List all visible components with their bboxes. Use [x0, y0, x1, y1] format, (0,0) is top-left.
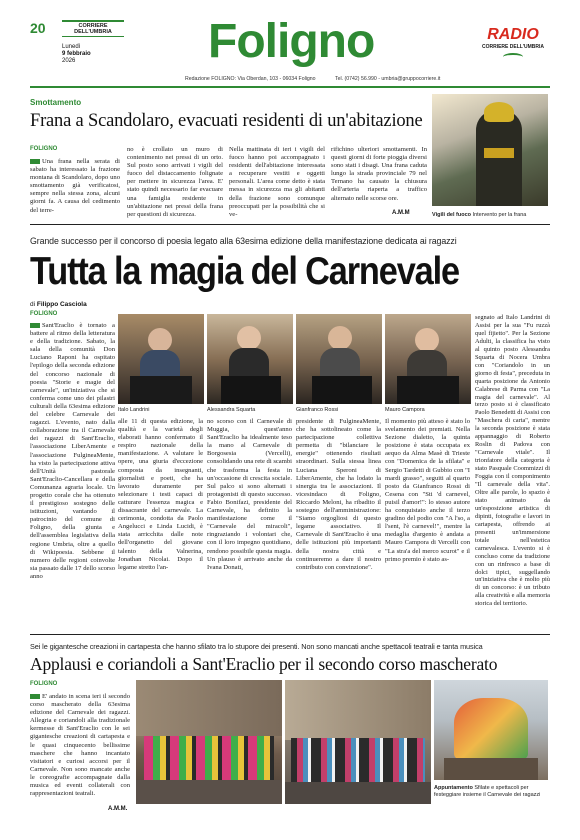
article2-title[interactable]: Tutta la magia del Carnevale	[30, 250, 459, 293]
date-year: 2026	[62, 58, 76, 64]
article3-subtitle: Sei le gigantesche creazioni in cartapesta che hanno sfilato tra lo stupore dei presenti. Non sono mancati anche spettacoli teatrali e tanta musica	[30, 642, 483, 651]
article2-byline: di Filippo Casciola	[30, 301, 87, 308]
article2-photo-2	[207, 314, 293, 404]
article1-col3: Nella mattinata di ieri i vigili del fuoco hanno poi accompagnato i residenti dell'abitazione interessata a recuperare vestiti e oggetti personali. L'area come detto è stata messa in sicurezza ma gli abitanti della frazione sono comunque preoccupati per la possibilità che si ve-	[229, 146, 325, 218]
date-block	[62, 44, 91, 65]
date-main: 9 febbraio	[62, 51, 91, 57]
article3-title[interactable]: Applausi e coriandoli a Sant'Eraclio per il secondo corso mascherato	[30, 654, 498, 674]
article3-photo-caption: Appuntamento Sfilate e spettacoli per festeggiare insieme il Carnevale dei ragazzi	[434, 785, 541, 798]
article2-photo-3	[296, 314, 382, 404]
article3-photo-2	[285, 680, 431, 804]
article1-bottom-rule	[30, 224, 550, 225]
article1-kicker: Smottamento	[30, 98, 82, 107]
article1-col1: Una frana nella serata di sabato ha interessato la frazione montana di Scandolaro, dopo uno smottamento già verificatosi, sempre nella stessa zona, alcuni giorni fa. A causa del cedimento del terre-	[30, 158, 120, 214]
article1-col4: rifichino ulteriori smottamenti. In questi giorni di forte pioggia diversi sono stati i disagi. Una frana caduta lungo la strada provinciale 79 nel Ternano ha causato la chiusura dell'arteria riaperta a traffico alternato nelle scorse ore.	[331, 146, 427, 202]
article1-title[interactable]: Frana a Scandolaro, evacuati residenti di un'abitazione	[30, 111, 423, 131]
article-marker-icon	[30, 159, 40, 164]
float-base	[444, 758, 538, 780]
parade-crowd	[291, 738, 425, 784]
article2-col1: Sant'Eraclio è tornato a battere al ritmo della letteratura e della tradizione. Sabato, la sala della comunità Don Luciano Raponi ha ospitato l'epilogo della seconda edizione del concorso nazionale di poesia "Storie e magie del carnevale", un'iniziativa che si conferma come uno dei pilastri culturali della 63esima edizione del celebre Carnevale dei ragazzi. L'evento, nato dalla collaborazione tra il Carnevale dei ragazzi di Sant'Eraclio, l'associazione LiberAmente e l'associazione FulgineaMente, ha visto la partecipazione attiva dell'Unità pastorale Sant'Eraclio-Cancellara e della Comunanza agraria locale. Un progetto corale che ha ottenuto il prestigioso sostegno delle istituzioni, vantando il patrocinio del comune di Foligno, della giunta e dell'assemblea legislativa della regione Umbria, oltre a quello di Wikipoesia. Sebbene il numero delle regioni coinvolte sia passato dalle 17 dello scorso anno	[30, 322, 115, 580]
lectern	[397, 376, 459, 404]
person-figure	[148, 328, 172, 352]
article2-col6: segnato ad Italo Landrini di Assisi per la sua "Fu ruzzà quel fijietto". Per la Sezione Adulti, la classifica ha visto al quinto posto Alessandra Squarta di Nocera Umbra con "Coriandolo in un giorno di festa", preceduta in quarta posizione da Antonio Calabrese di Parma con "La magia del carnevale". Al terzo posto si è classificato Paolo Benedetti di Assisi con "Maschera di carta", mentre la seconda posizione è stata appannaggio di Roberto Roslin di Padova con "Carnevale vitale". Il trionfatore della categoria è stato Pasquale Coommizzi di Foggia con il componimento "Il carnevale della vita". Oltre alle parole, lo spazio è stato animato da un'esposizione artistica di dipinti, fotografie e lavori in cartapesta, offrendo ai presenti un'immersione totale nell'estetica carnevalesca. L'evento si è concluso come da tradizione con un rinfresco a base di dolci tipici, suggellando un'iniziativa che è molto più di un concorso: è un tributo alla creatività e alla memoria storica del territorio.	[475, 314, 550, 608]
masked-dancers	[144, 736, 274, 782]
street	[136, 780, 282, 804]
radio-logo-bottom: CORRIERE DELL'UMBRIA	[481, 44, 545, 50]
article2-photo-4	[385, 314, 471, 404]
article2-col3: no scorso con il Carnevale di Muggia, quest'anno Sant'Eraclio ha idealmente teso la mano al Carnevale di Borgosesia (Vercelli), consolidando una rete di scambi che trasforma la festa in un'occasione di crescita sociale. Sul palco si sono alternati i protagonisti di questo successo. Fabio Bonifazi, presidente del Carnevale, ha definito la manifestazione come il "Carnevale del miracoli", ringraziando i volontari che, con il loro impegno quotidiano, rendono possibile questa magia. Un plauso è arrivato anche da Ivana Donati,	[207, 418, 292, 571]
radio-wave-icon	[503, 53, 523, 61]
article2-col2: alle 11 di questa edizione, la qualità e la varietà degli elaborati hanno confermato il respiro nazionale della manifestazione. A valutare le opere, una giuria d'eccezione composta da insegnanti, giornalisti e poeti, che ha lavorato duramente per selezionare i testi capaci di catturare l'essenza magica e dissacrante del carnevale. La cerimonia, condotta da Paolo Angelucci e Linda Lucidi, è stata arricchita dalle note dell'organetto del giovane talento della Valnerina, Jonathan Nicolai. Dopo il legame stretto l'an-	[118, 418, 203, 571]
article3-col1: E' andato in scena ieri il secondo corso mascherato della 63esima edizione del Carnevale dei ragazzi. Allegria e coriandoli alla tradizionale kermesse di Sant'Eraclio con le sei gigantesche creazioni di cartapesta e le quasi cinquecento bellissime maschere che hanno incantato visitatori e curiosi accorsi per il Carnevale. Non sono mancate anche le coreografie accompagnate dalla musica ed eventi collaterali con rappresentazioni teatrali.	[30, 693, 130, 798]
article3-tag: FOLIGNO	[30, 681, 58, 687]
papier-mache-float	[454, 698, 528, 760]
page-number: 20	[30, 20, 46, 36]
person-figure	[415, 328, 439, 352]
article-marker-icon	[30, 323, 40, 328]
address-line: Redazione FOLIGNO: Via Oberdan, 103 - 06034 Foligno	[185, 76, 316, 82]
city-title: Foligno	[208, 15, 375, 68]
article3-signature: A.M.M.	[108, 806, 128, 812]
person-figure	[237, 326, 261, 350]
building-wall	[136, 680, 282, 736]
article1-photo-caption: Vigili del fuoco Intervento per la frana	[432, 212, 527, 218]
lectern	[221, 376, 281, 404]
article-marker-icon	[30, 694, 40, 699]
firefighter-helmet	[484, 102, 514, 122]
article2-photo-1-caption: Italo Landrini	[118, 407, 150, 413]
article2-bottom-rule	[30, 634, 550, 635]
article2-tag: FOLIGNO	[30, 311, 58, 317]
article2-photo-4-caption: Mauro Campora	[385, 407, 425, 413]
street	[285, 782, 431, 804]
article2-photo-1	[118, 314, 204, 404]
person-figure	[328, 326, 352, 350]
building-wall	[285, 680, 431, 740]
article2-photo-3-caption: Gianfranco Rossi	[296, 407, 339, 413]
article1-signature: A.M.M	[392, 210, 410, 216]
radio-logo-top: RADIO	[487, 26, 539, 43]
header-rule	[30, 86, 550, 88]
article1-photo	[432, 94, 548, 206]
article1-tag: FOLIGNO	[30, 146, 58, 152]
contact-line: Tel. (0742) 56.990 - umbria@gruppocorriere.it	[335, 76, 441, 82]
date-day: Lunedì	[62, 44, 81, 50]
masthead-small: CORRIERE DELL'UMBRIA	[62, 20, 124, 37]
radio-logo[interactable]	[478, 26, 548, 76]
article2-subtitle: Grande successo per il concorso di poesia legato alla 63esima edizione della manifestazione dedicata ai ragazzi	[30, 236, 457, 246]
firefighter-figure	[476, 110, 522, 206]
masthead-logo	[62, 20, 124, 40]
article2-photo-2-caption: Alessandra Squarta	[207, 407, 256, 413]
firefighter-badge	[484, 148, 514, 158]
article2-col5: Il momento più atteso è stato lo svelamento dei premiati. Nella Sezione dialetto, la quinta posizione è stata occupata ex aequo da Alma Masè di Trieste con "Domenica de la sfilata" e Sergio Tardetti di Gubbio con "I mardi grasso", seguiti al quarto posto da Gianfranco Rossi di Cesena con "Sti 'd carnevel, puisil d'amor!": lo stesso autore ha conquistato anche il terzo gradino del podio con "A l'so, a l'sent, l'è carnevel!", mentre la medaglia d'argento è andata a Mauro Campora di Vercelli con "La stra'a del merco scurot" e il primo premio è stato as-	[385, 418, 470, 563]
article3-photo-3	[434, 680, 548, 780]
lectern	[130, 376, 192, 404]
lectern	[312, 376, 372, 404]
article1-col2: no è crollato un muro di contenimento nei pressi di un orto. Sul posto sono arrivati i vigili del fuoco del distaccamento folignate per mettere in sicurezza l'area. E' stato quindi necessario far evacuare una famiglia residente in un'abitazione nei pressi della frana per questioni di sicurezza.	[127, 146, 223, 218]
article2-col4: presidente di FulgineaMente, che ha sottolineato come la partecipazione collettiva permetta di "bilanciare le energie" ottenendo risultati straordinari. Sulla stessa linea Luciana Speroni di LiberAmente, che ha lodato la sinergia tra le associazioni. Il vicesindaco di Foligno, Riccardo Meloni, ha ribadito il sostegno dell'amministrazione: "Siamo orgogliosi di questo legame associativo. Il Carnevale di Sant'Eraclio è una delle istituzioni più importanti della nostra città e continueremo a dare il nostro contributo con convinzione".	[296, 418, 381, 571]
article3-photo-1	[136, 680, 282, 804]
